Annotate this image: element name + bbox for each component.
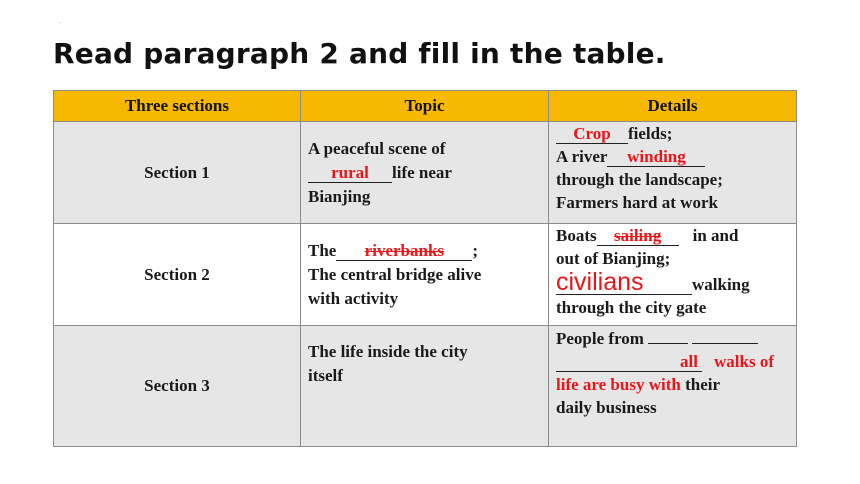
section-2-details xyxy=(549,224,797,326)
answer-blank[interactable]: civilians xyxy=(556,270,692,295)
fill-in-table xyxy=(53,90,797,447)
corner-mark: . xyxy=(59,18,61,25)
answer-blank[interactable]: winding xyxy=(607,147,705,167)
answer-blank[interactable]: riverbanks xyxy=(336,241,472,261)
table-row xyxy=(54,122,797,224)
details-line xyxy=(556,224,789,247)
details-line: through the landscape; xyxy=(556,170,723,189)
answer-text: life are busy with xyxy=(556,375,681,394)
section-3-label: Section 3 xyxy=(54,326,301,447)
answer-blank[interactable]: sailing xyxy=(597,226,679,246)
topic-line: itself xyxy=(308,366,343,385)
topic-line: Bianjing xyxy=(308,186,371,206)
details-line: through the city gate xyxy=(556,298,707,317)
topic-line: with activity xyxy=(308,288,399,308)
topic-line xyxy=(308,239,541,263)
details-text: People from xyxy=(556,329,644,348)
details-line xyxy=(556,270,789,296)
topic-line xyxy=(308,161,541,185)
details-line xyxy=(556,373,789,396)
details-text: fields; xyxy=(628,124,673,143)
empty-blank[interactable] xyxy=(648,326,688,344)
header-three-sections: Three sections xyxy=(54,91,301,122)
details-line xyxy=(556,350,789,373)
details-text: walking xyxy=(692,275,750,294)
details-line xyxy=(556,122,789,145)
table-row xyxy=(54,224,797,326)
table-row xyxy=(54,326,797,447)
details-line: out of Bianjing; xyxy=(556,249,671,268)
section-1-topic xyxy=(301,122,549,224)
details-line xyxy=(556,145,789,168)
answer-blank[interactable]: all xyxy=(556,352,702,372)
section-2-label: Section 2 xyxy=(54,224,301,326)
topic-line: A peaceful scene of xyxy=(308,138,446,158)
topic-line: The central bridge alive xyxy=(308,264,482,284)
table-header-row xyxy=(54,91,797,122)
details-line xyxy=(556,326,789,350)
empty-blank[interactable] xyxy=(692,326,758,344)
details-text: A river xyxy=(556,147,608,166)
details-line: Farmers hard at work xyxy=(556,193,718,212)
section-2-topic xyxy=(301,224,549,326)
section-1-label: Section 1 xyxy=(54,122,301,224)
page-title: Read paragraph 2 and fill in the table. xyxy=(53,37,666,70)
section-3-details xyxy=(549,326,797,447)
details-text: their xyxy=(685,375,721,394)
section-3-topic xyxy=(301,326,549,447)
topic-text: The xyxy=(308,240,337,260)
section-1-details xyxy=(549,122,797,224)
topic-punct: ; xyxy=(472,240,479,260)
answer-text: walks of xyxy=(714,352,774,371)
details-text: in and xyxy=(692,226,739,245)
details-line: daily business xyxy=(556,398,657,417)
details-text: Boats xyxy=(556,226,597,245)
header-topic: Topic xyxy=(301,91,549,122)
answer-blank[interactable]: rural xyxy=(308,163,392,183)
topic-line: The life inside the city xyxy=(308,342,468,361)
answer-blank[interactable]: Crop xyxy=(556,124,628,144)
topic-text: life near xyxy=(392,162,452,182)
header-details: Details xyxy=(549,91,797,122)
